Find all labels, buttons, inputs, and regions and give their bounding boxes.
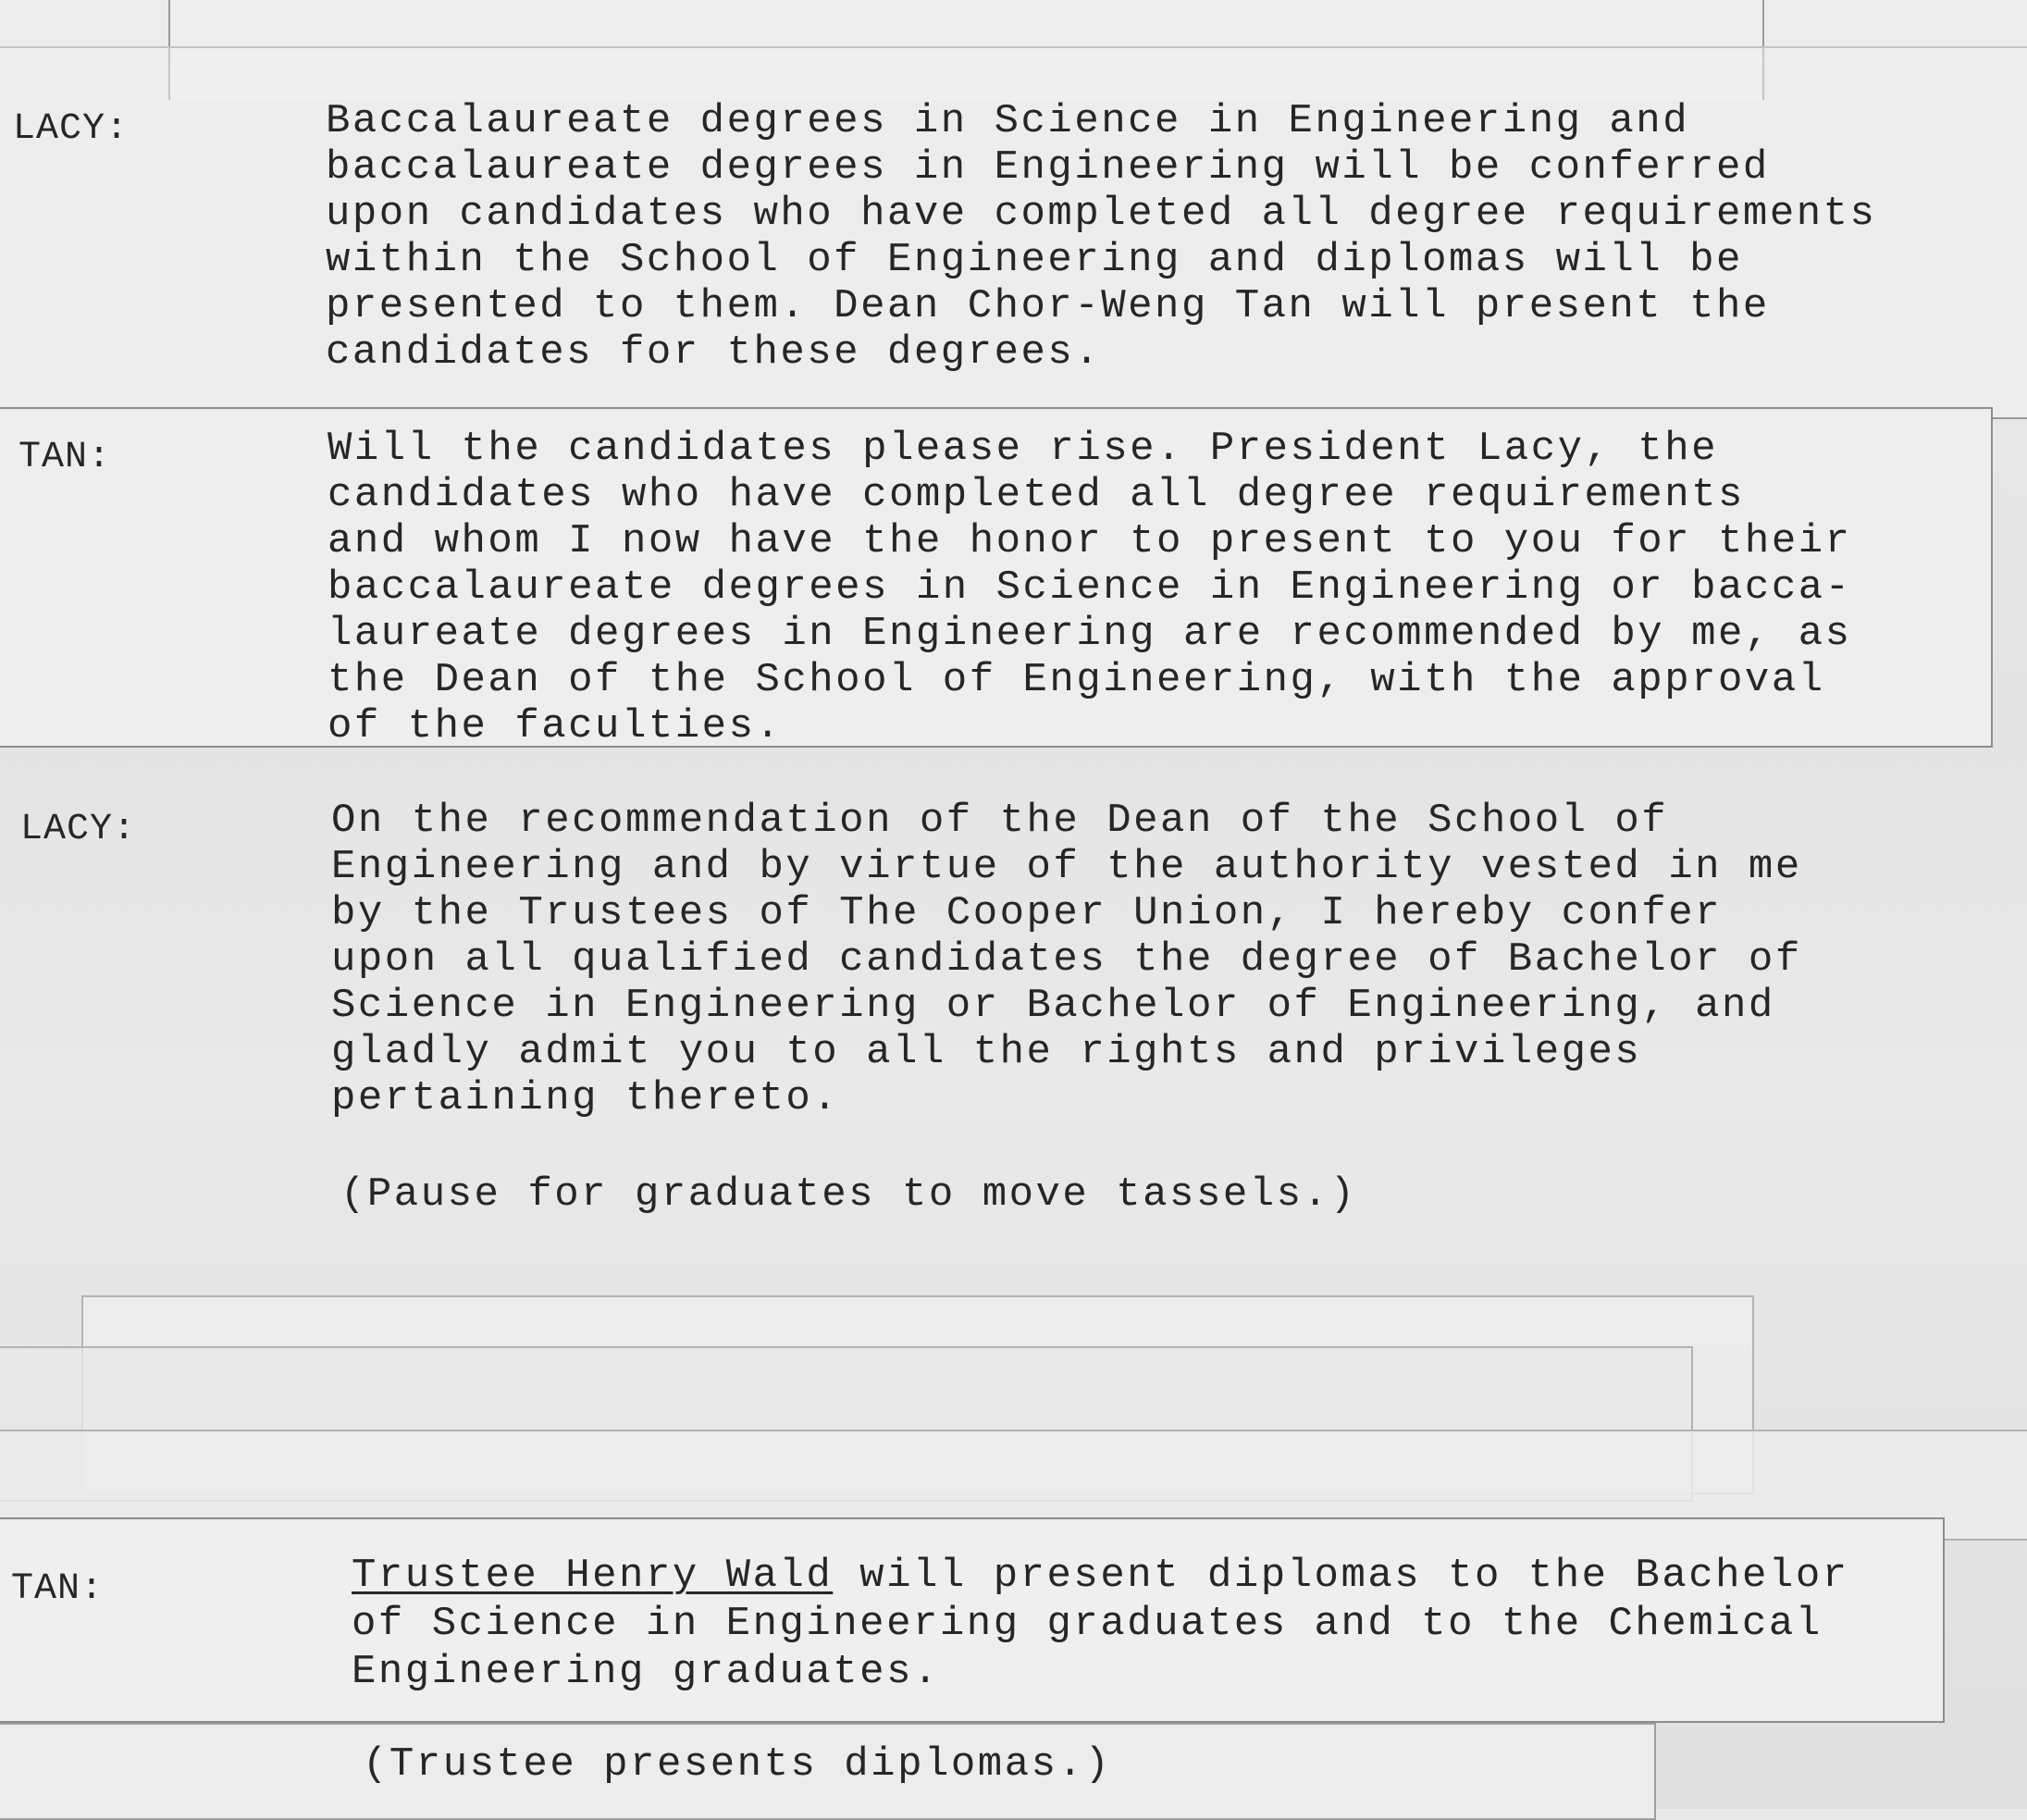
dialogue-line: Will the candidates please rise. President Lacy, the xyxy=(328,426,1719,472)
dialogue-line: candidates for these degrees. xyxy=(326,329,1102,376)
stage-direction: (Trustee presents diplomas.) xyxy=(363,1741,1112,1788)
dialogue-line: upon all qualified candidates the degree of Bachelor of xyxy=(331,936,1802,983)
trustee-name: Trustee Henry Wald xyxy=(352,1553,834,1599)
dialogue-line: by the Trustees of The Cooper Union, I hereby confer xyxy=(331,890,1723,936)
speaker-label: LACY: xyxy=(13,108,130,150)
dialogue-line-rest: will present diplomas to the Bachelor xyxy=(833,1553,1849,1599)
dialogue-line: pertaining thereto. xyxy=(331,1075,840,1121)
dialogue-line: gladly admit you to all the rights and privileges xyxy=(331,1029,1642,1075)
speaker-label: TAN: xyxy=(11,1568,105,1610)
dialogue-line: laureate degrees in Engineering are recommended by me, as xyxy=(328,611,1852,657)
dialogue-line: of the faculties. xyxy=(328,703,783,749)
dialogue-line: baccalaureate degrees in Science in Engineering or bacca- xyxy=(328,564,1852,611)
dialogue-line: baccalaureate degrees in Engineering will be conferred xyxy=(326,144,1770,191)
dialogue-line: Baccalaureate degrees in Science in Engineering and xyxy=(326,98,1690,144)
dialogue-line: upon candidates who have completed all degree requirements xyxy=(326,191,1877,237)
speaker-label: LACY: xyxy=(20,809,137,850)
speaker-label: TAN: xyxy=(19,437,112,478)
stage-direction: (Pause for graduates to move tassels.) xyxy=(340,1171,1357,1218)
dialogue-line: within the School of Engineering and diplomas will be xyxy=(326,237,1743,283)
dialogue-line: the Dean of the School of Engineering, with the approval xyxy=(328,657,1825,703)
dialogue-line xyxy=(352,1553,1849,1599)
dialogue-line: Engineering graduates. xyxy=(352,1649,940,1695)
dialogue-line: Engineering and by virtue of the authority vested in me xyxy=(331,844,1802,890)
dialogue-line: candidates who have completed all degree requirements xyxy=(328,472,1745,518)
dialogue-line: and whom I now have the honor to present to you for their xyxy=(328,518,1852,564)
dialogue-line: Science in Engineering or Bachelor of Engineering, and xyxy=(331,983,1775,1029)
dialogue-line: On the recommendation of the Dean of the School of xyxy=(331,798,1669,844)
dialogue-line: presented to them. Dean Chor-Weng Tan will present the xyxy=(326,283,1770,329)
dialogue-line: of Science in Engineering graduates and to the Chemical xyxy=(352,1601,1823,1647)
